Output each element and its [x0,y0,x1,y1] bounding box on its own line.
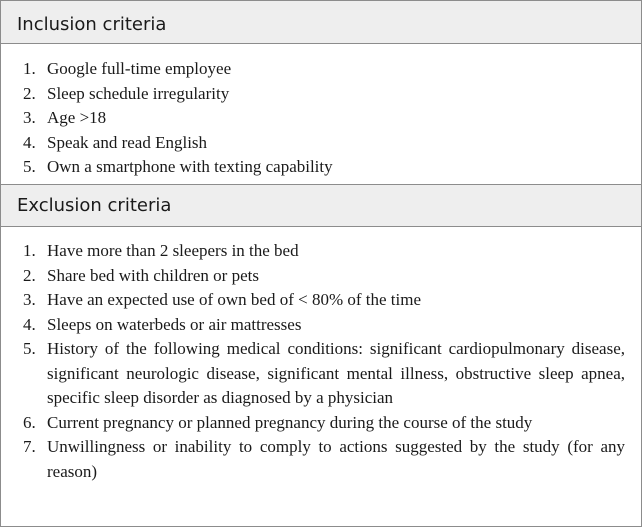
item-text: History of the following medical conditions: significant cardiopulmonary disease, significant neurologic disease, significant mental illness, obstructive sleep apnea, specific sleep disorder as diagnosed by a physician [47,339,625,407]
item-text: Own a smartphone with texting capability [47,157,333,176]
exclusion-criteria-title: Exclusion criteria [17,195,172,216]
item-text: Unwillingness or inability to comply to actions suggested by the study (for any reason) [47,437,625,481]
inclusion-criteria-header [1,1,641,44]
list-item [23,131,641,156]
item-number: 5. [23,339,36,358]
item-number: 4. [23,314,36,334]
exclusion-criteria-header [1,184,641,227]
inclusion-criteria-list [1,44,641,184]
list-item [23,435,641,484]
item-number: 3. [23,108,36,127]
list-item [23,57,641,82]
item-number: 2. [23,83,36,103]
item-text: Have an expected use of own bed of < 80% of the time [47,290,422,309]
item-text: Current pregnancy or planned pregnancy during the course of the study [47,412,533,432]
list-item [23,239,641,264]
item-text: Share bed with children or pets [47,265,259,285]
list-item [23,82,641,107]
item-text: Speak and read English [47,132,208,152]
list-item [23,155,641,180]
item-text: Google full-time employee [47,59,232,78]
item-text: Have more than 2 sleepers in the bed [47,241,299,260]
list-item [23,337,641,411]
inclusion-criteria-title: Inclusion criteria [17,14,167,35]
exclusion-criteria-list [1,227,641,484]
list-item [23,106,641,131]
item-number: 1. [23,241,36,260]
item-number: 1. [23,59,36,78]
list-item [23,411,641,436]
item-text: Sleep schedule irregularity [47,83,230,103]
item-number: 5. [23,157,36,176]
item-number: 3. [23,290,36,309]
item-number: 7. [23,437,36,456]
list-item [23,288,641,313]
item-text: Age >18 [47,108,107,127]
item-number: 4. [23,132,36,152]
item-number: 6. [23,412,36,432]
list-item [23,264,641,289]
item-text: Sleeps on waterbeds or air mattresses [47,314,302,334]
list-item [23,313,641,338]
item-number: 2. [23,265,36,285]
